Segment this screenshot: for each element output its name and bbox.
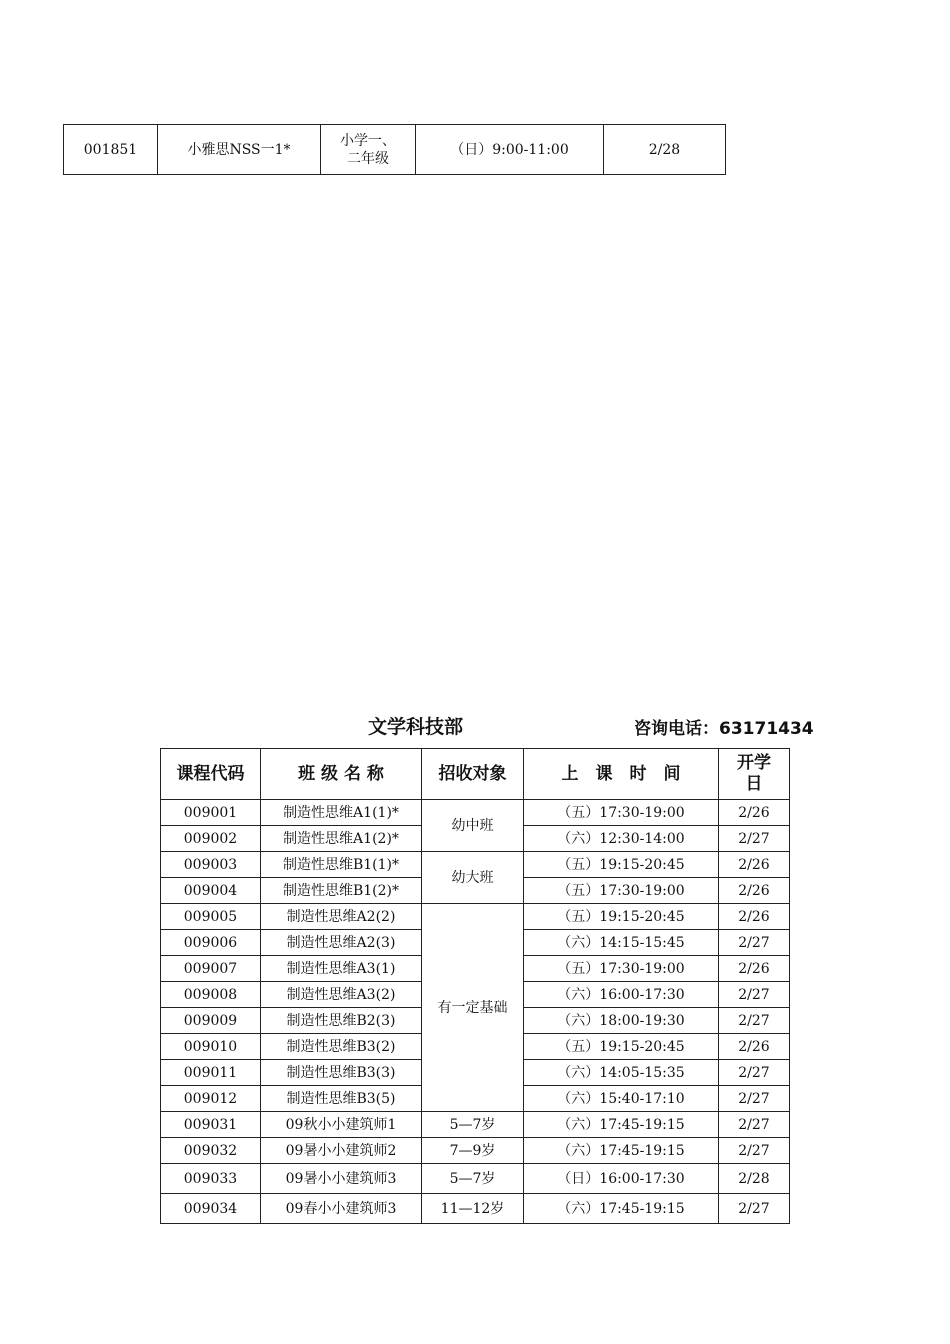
phone-number: 咨询电话：63171434 [634, 719, 814, 739]
course-code: 009005 [161, 904, 261, 930]
class-name: 09秋小小建筑师1 [261, 1112, 422, 1138]
class-name: 制造性思维A1(2)* [261, 826, 422, 852]
target-line-1: 小学一、 [340, 132, 396, 149]
top-course-table [63, 124, 726, 175]
course-code: 009002 [161, 826, 261, 852]
header-start [719, 749, 790, 800]
start-date: 2/26 [719, 956, 790, 982]
start-date: 2/27 [719, 1194, 790, 1224]
table-row [161, 1194, 790, 1224]
start-date: 2/26 [719, 800, 790, 826]
class-name: 09春小小建筑师3 [261, 1194, 422, 1224]
class-name: 制造性思维A3(2) [261, 982, 422, 1008]
class-time: （日）9:00-11:00 [416, 125, 604, 175]
class-time: （五）19:15-20:45 [524, 852, 719, 878]
target-line-2: 二年级 [347, 150, 389, 167]
target-students: 5—7岁 [422, 1164, 524, 1194]
class-name: 小雅思NSS一1* [158, 125, 321, 175]
schedule-table [160, 748, 790, 1224]
course-code: 009010 [161, 1034, 261, 1060]
class-time: （六）17:45-19:15 [524, 1138, 719, 1164]
class-time: （六）12:30-14:00 [524, 826, 719, 852]
class-name: 制造性思维B3(2) [261, 1034, 422, 1060]
course-code: 009034 [161, 1194, 261, 1224]
table-row [161, 1112, 790, 1138]
start-date: 2/27 [719, 930, 790, 956]
header-start-line-1: 开学 [737, 753, 771, 773]
start-date: 2/28 [604, 125, 726, 175]
class-time: （五）17:30-19:00 [524, 878, 719, 904]
header-target: 招收对象 [422, 749, 524, 800]
class-name: 制造性思维B1(1)* [261, 852, 422, 878]
start-date: 2/27 [719, 826, 790, 852]
class-name: 制造性思维A2(3) [261, 930, 422, 956]
class-name: 制造性思维B1(2)* [261, 878, 422, 904]
course-code: 009031 [161, 1112, 261, 1138]
start-date: 2/27 [719, 1060, 790, 1086]
course-code: 009007 [161, 956, 261, 982]
course-code: 009032 [161, 1138, 261, 1164]
target-students: 5—7岁 [422, 1112, 524, 1138]
class-name: 09暑小小建筑师3 [261, 1164, 422, 1194]
start-date: 2/26 [719, 1034, 790, 1060]
class-name: 制造性思维A1(1)* [261, 800, 422, 826]
table-row [161, 1138, 790, 1164]
target-students: 7—9岁 [422, 1138, 524, 1164]
header-code: 课程代码 [161, 749, 261, 800]
target-students: 11—12岁 [422, 1194, 524, 1224]
target-students: 幼大班 [422, 852, 524, 904]
class-time: （五）17:30-19:00 [524, 800, 719, 826]
header-name: 班 级 名 称 [261, 749, 422, 800]
class-name: 制造性思维A3(1) [261, 956, 422, 982]
class-time: （五）17:30-19:00 [524, 956, 719, 982]
course-code: 009009 [161, 1008, 261, 1034]
class-time: （五）19:15-20:45 [524, 904, 719, 930]
start-date: 2/27 [719, 1112, 790, 1138]
target-students [321, 125, 416, 175]
class-time: （六）18:00-19:30 [524, 1008, 719, 1034]
start-date: 2/28 [719, 1164, 790, 1194]
class-name: 制造性思维A2(2) [261, 904, 422, 930]
table-row [161, 904, 790, 930]
start-date: 2/26 [719, 878, 790, 904]
table-row [161, 1164, 790, 1194]
start-date: 2/27 [719, 1138, 790, 1164]
start-date: 2/26 [719, 852, 790, 878]
target-students: 幼中班 [422, 800, 524, 852]
header-row [161, 749, 790, 800]
class-name: 09暑小小建筑师2 [261, 1138, 422, 1164]
table-row [161, 852, 790, 878]
section-title: 文学科技部 [368, 716, 464, 738]
class-time: （六）14:15-15:45 [524, 930, 719, 956]
start-date: 2/26 [719, 904, 790, 930]
course-code: 009033 [161, 1164, 261, 1194]
class-name: 制造性思维B3(3) [261, 1060, 422, 1086]
course-code: 001851 [64, 125, 158, 175]
start-date: 2/27 [719, 1086, 790, 1112]
start-date: 2/27 [719, 982, 790, 1008]
class-time: （六）17:45-19:15 [524, 1112, 719, 1138]
course-code: 009001 [161, 800, 261, 826]
course-code: 009003 [161, 852, 261, 878]
course-code: 009011 [161, 1060, 261, 1086]
class-name: 制造性思维B2(3) [261, 1008, 422, 1034]
course-code: 009006 [161, 930, 261, 956]
class-time: （六）16:00-17:30 [524, 982, 719, 1008]
table-row [64, 125, 726, 175]
table-row [161, 800, 790, 826]
class-time: （六）17:45-19:15 [524, 1194, 719, 1224]
course-code: 009008 [161, 982, 261, 1008]
class-time: （六）15:40-17:10 [524, 1086, 719, 1112]
class-time: （日）16:00-17:30 [524, 1164, 719, 1194]
class-time: （六）14:05-15:35 [524, 1060, 719, 1086]
header-time: 上 课 时 间 [524, 749, 719, 800]
class-name: 制造性思维B3(5) [261, 1086, 422, 1112]
header-start-line-2: 日 [745, 774, 763, 794]
class-time: （五）19:15-20:45 [524, 1034, 719, 1060]
start-date: 2/27 [719, 1008, 790, 1034]
target-students: 有一定基础 [422, 904, 524, 1112]
course-code: 009004 [161, 878, 261, 904]
course-code: 009012 [161, 1086, 261, 1112]
